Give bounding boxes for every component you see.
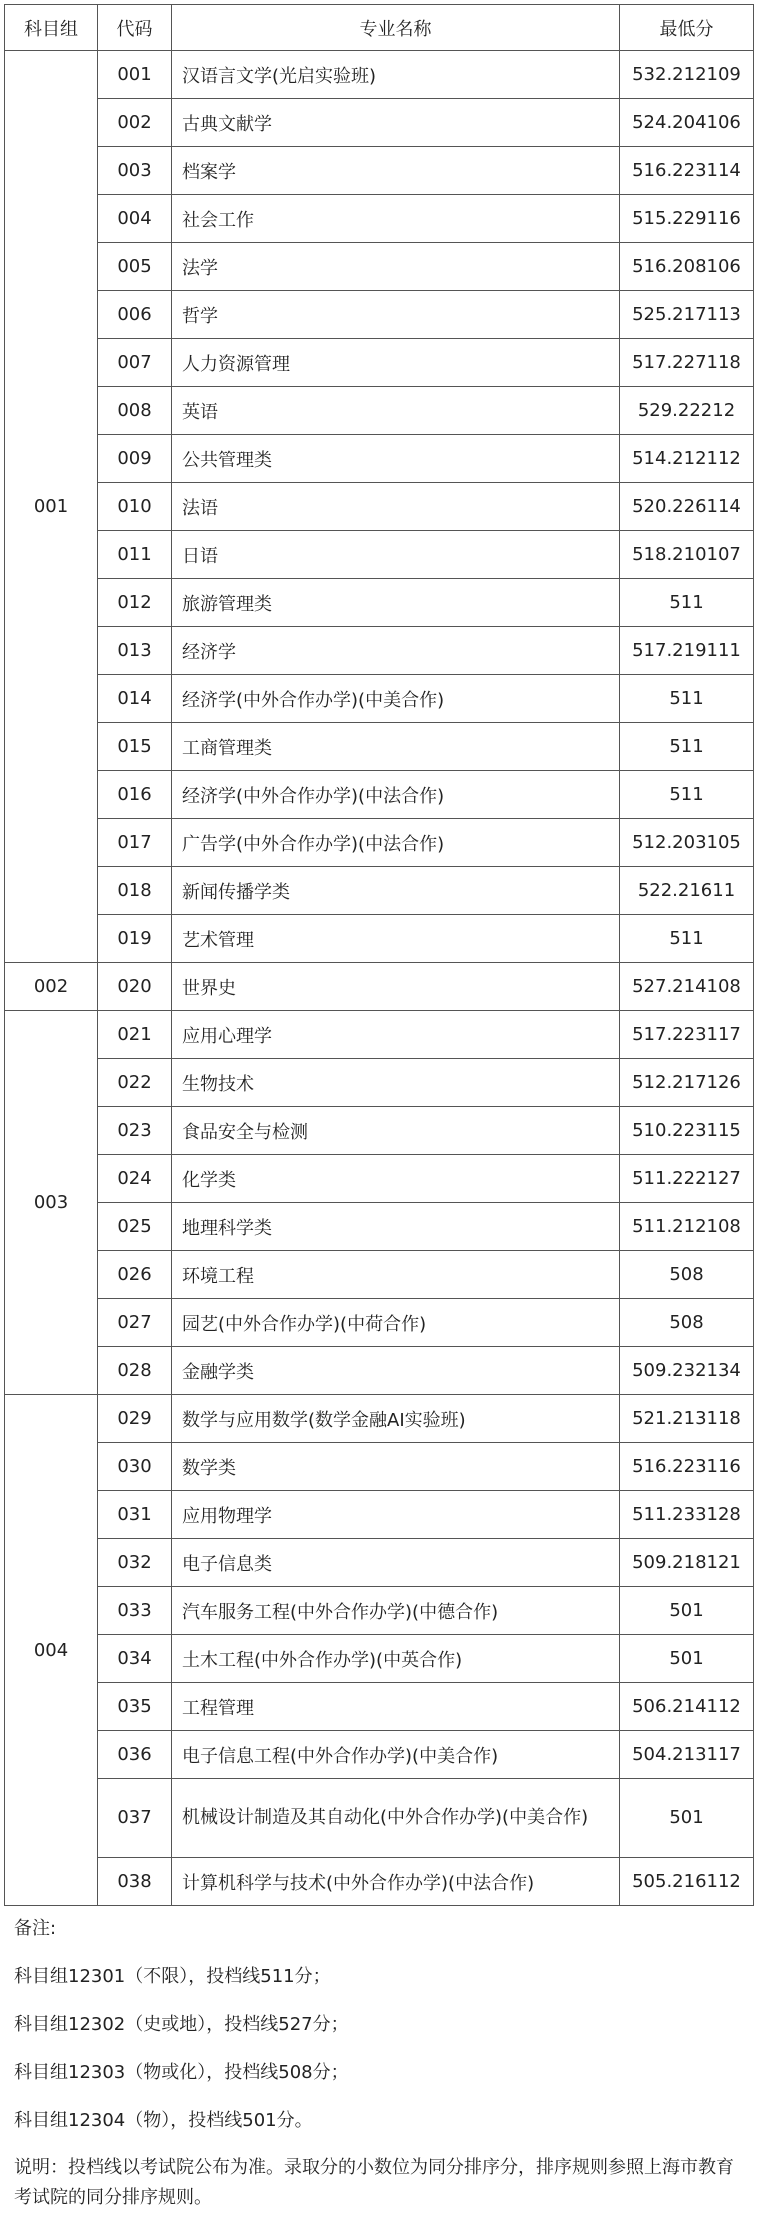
score-cell: 529.22212 — [620, 387, 754, 435]
code-cell: 017 — [98, 819, 172, 867]
major-name-cell: 电子信息类 — [172, 1539, 620, 1587]
code-cell: 024 — [98, 1155, 172, 1203]
code-cell: 010 — [98, 483, 172, 531]
code-cell: 003 — [98, 147, 172, 195]
table-row — [5, 291, 754, 339]
score-cell: 517.219111 — [620, 627, 754, 675]
table-row — [5, 243, 754, 291]
score-cell: 511.222127 — [620, 1155, 754, 1203]
code-cell: 037 — [98, 1779, 172, 1858]
notes-explanation: 说明：投档线以考试院公布为准。录取分的小数位为同分排序分，排序规则参照上海市教育考试院的同分排序规则。 — [14, 2157, 734, 2208]
major-name-cell: 电子信息工程(中外合作办学)(中美合作) — [172, 1731, 620, 1779]
major-name-cell: 应用物理学 — [172, 1491, 620, 1539]
table-row — [5, 1299, 754, 1347]
table-row — [5, 483, 754, 531]
major-name-cell: 计算机科学与技术(中外合作办学)(中法合作) — [172, 1858, 620, 1906]
score-cell: 511.212108 — [620, 1203, 754, 1251]
code-cell: 034 — [98, 1635, 172, 1683]
code-cell: 007 — [98, 339, 172, 387]
score-cell: 518.210107 — [620, 531, 754, 579]
score-cell: 511 — [620, 579, 754, 627]
table-row — [5, 99, 754, 147]
score-cell: 510.223115 — [620, 1107, 754, 1155]
header-name: 专业名称 — [172, 5, 620, 51]
table-row — [5, 1539, 754, 1587]
major-name-cell: 环境工程 — [172, 1251, 620, 1299]
table-row — [5, 867, 754, 915]
score-cell: 511 — [620, 723, 754, 771]
score-cell: 521.213118 — [620, 1395, 754, 1443]
code-cell: 006 — [98, 291, 172, 339]
code-cell: 028 — [98, 1347, 172, 1395]
major-name-cell: 生物技术 — [172, 1059, 620, 1107]
score-cell: 517.223117 — [620, 1011, 754, 1059]
code-cell: 019 — [98, 915, 172, 963]
score-cell: 525.217113 — [620, 291, 754, 339]
score-cell: 527.214108 — [620, 963, 754, 1011]
table-row — [5, 147, 754, 195]
table-row — [5, 963, 754, 1011]
table-row — [5, 1858, 754, 1906]
header-score: 最低分 — [620, 5, 754, 51]
code-cell: 036 — [98, 1731, 172, 1779]
score-cell: 524.204106 — [620, 99, 754, 147]
code-cell: 026 — [98, 1251, 172, 1299]
code-cell: 005 — [98, 243, 172, 291]
notes-section — [14, 1905, 749, 2213]
major-name-cell: 社会工作 — [172, 195, 620, 243]
score-cell: 512.217126 — [620, 1059, 754, 1107]
table-row — [5, 1635, 754, 1683]
table-row — [5, 1779, 754, 1858]
score-cell: 505.216112 — [620, 1858, 754, 1906]
code-cell: 016 — [98, 771, 172, 819]
table-row — [5, 435, 754, 483]
table-row — [5, 819, 754, 867]
major-name-cell: 新闻传播学类 — [172, 867, 620, 915]
major-name-cell: 金融学类 — [172, 1347, 620, 1395]
score-cell: 501 — [620, 1587, 754, 1635]
major-name-cell: 日语 — [172, 531, 620, 579]
code-cell: 001 — [98, 51, 172, 99]
score-cell: 520.226114 — [620, 483, 754, 531]
code-cell: 013 — [98, 627, 172, 675]
score-cell: 516.223114 — [620, 147, 754, 195]
score-cell: 508 — [620, 1299, 754, 1347]
score-cell: 511.233128 — [620, 1491, 754, 1539]
notes-title: 备注: — [14, 1918, 57, 1939]
score-cell: 514.212112 — [620, 435, 754, 483]
table-row — [5, 531, 754, 579]
score-cell: 532.212109 — [620, 51, 754, 99]
code-cell: 035 — [98, 1683, 172, 1731]
note-line: 科目组12302（史或地），投档线527分； — [14, 2014, 349, 2035]
major-name-cell: 法学 — [172, 243, 620, 291]
header-group: 科目组 — [5, 5, 98, 51]
table-row — [5, 1587, 754, 1635]
code-cell: 023 — [98, 1107, 172, 1155]
code-cell: 009 — [98, 435, 172, 483]
score-cell: 506.214112 — [620, 1683, 754, 1731]
table-row — [5, 723, 754, 771]
major-name-cell: 艺术管理 — [172, 915, 620, 963]
code-cell: 030 — [98, 1443, 172, 1491]
score-cell: 516.208106 — [620, 243, 754, 291]
group-cell: 003 — [5, 1011, 98, 1395]
major-name-cell: 土木工程(中外合作办学)(中英合作) — [172, 1635, 620, 1683]
score-cell: 516.223116 — [620, 1443, 754, 1491]
major-name-cell: 工商管理类 — [172, 723, 620, 771]
note-line: 科目组12304（物），投档线501分。 — [14, 2110, 313, 2131]
major-name-cell: 世界史 — [172, 963, 620, 1011]
score-cell: 511 — [620, 915, 754, 963]
table-row — [5, 1395, 754, 1443]
table-row — [5, 1443, 754, 1491]
score-cell: 512.203105 — [620, 819, 754, 867]
score-cell: 504.213117 — [620, 1731, 754, 1779]
major-name-cell: 机械设计制造及其自动化(中外合作办学)(中美合作) — [172, 1779, 620, 1858]
major-name-cell: 地理科学类 — [172, 1203, 620, 1251]
table-row — [5, 1203, 754, 1251]
major-name-cell: 古典文献学 — [172, 99, 620, 147]
major-name-cell: 食品安全与检测 — [172, 1107, 620, 1155]
table-row — [5, 579, 754, 627]
table-body — [5, 51, 754, 1906]
major-name-cell: 化学类 — [172, 1155, 620, 1203]
code-cell: 025 — [98, 1203, 172, 1251]
table-row — [5, 675, 754, 723]
major-name-cell: 数学类 — [172, 1443, 620, 1491]
code-cell: 015 — [98, 723, 172, 771]
table-row — [5, 1491, 754, 1539]
table-row — [5, 771, 754, 819]
major-name-cell: 数学与应用数学(数学金融AI实验班) — [172, 1395, 620, 1443]
code-cell: 021 — [98, 1011, 172, 1059]
score-cell: 509.218121 — [620, 1539, 754, 1587]
admission-score-table — [4, 4, 754, 1906]
score-cell: 501 — [620, 1779, 754, 1858]
table-row — [5, 1683, 754, 1731]
table-row — [5, 1011, 754, 1059]
table-row — [5, 1107, 754, 1155]
table-row — [5, 627, 754, 675]
score-cell: 515.229116 — [620, 195, 754, 243]
code-cell: 029 — [98, 1395, 172, 1443]
group-cell: 004 — [5, 1395, 98, 1906]
major-name-cell: 英语 — [172, 387, 620, 435]
group-cell: 002 — [5, 963, 98, 1011]
table-row — [5, 387, 754, 435]
code-cell: 012 — [98, 579, 172, 627]
major-name-cell: 公共管理类 — [172, 435, 620, 483]
code-cell: 004 — [98, 195, 172, 243]
major-name-cell: 法语 — [172, 483, 620, 531]
table-row — [5, 51, 754, 99]
table-row — [5, 339, 754, 387]
major-name-cell: 广告学(中外合作办学)(中法合作) — [172, 819, 620, 867]
code-cell: 033 — [98, 1587, 172, 1635]
major-name-cell: 哲学 — [172, 291, 620, 339]
score-cell: 508 — [620, 1251, 754, 1299]
code-cell: 038 — [98, 1858, 172, 1906]
note-line: 科目组12301（不限），投档线511分； — [14, 1966, 331, 1987]
code-cell: 022 — [98, 1059, 172, 1107]
table-row — [5, 1731, 754, 1779]
score-cell: 509.232134 — [620, 1347, 754, 1395]
code-cell: 027 — [98, 1299, 172, 1347]
major-name-cell: 经济学(中外合作办学)(中美合作) — [172, 675, 620, 723]
major-name-cell: 人力资源管理 — [172, 339, 620, 387]
table-row — [5, 1155, 754, 1203]
major-name-cell: 汉语言文学(光启实验班) — [172, 51, 620, 99]
code-cell: 008 — [98, 387, 172, 435]
table-row — [5, 1059, 754, 1107]
major-name-cell: 经济学 — [172, 627, 620, 675]
major-name-cell: 工程管理 — [172, 1683, 620, 1731]
major-name-cell: 园艺(中外合作办学)(中荷合作) — [172, 1299, 620, 1347]
code-cell: 011 — [98, 531, 172, 579]
header-row — [5, 5, 754, 51]
note-line: 科目组12303（物或化），投档线508分； — [14, 2062, 349, 2083]
code-cell: 018 — [98, 867, 172, 915]
major-name-cell: 汽车服务工程(中外合作办学)(中德合作) — [172, 1587, 620, 1635]
code-cell: 031 — [98, 1491, 172, 1539]
table-row — [5, 195, 754, 243]
major-name-cell: 应用心理学 — [172, 1011, 620, 1059]
code-cell: 020 — [98, 963, 172, 1011]
table-row — [5, 915, 754, 963]
major-name-cell: 档案学 — [172, 147, 620, 195]
table-row — [5, 1251, 754, 1299]
code-cell: 032 — [98, 1539, 172, 1587]
header-code: 代码 — [98, 5, 172, 51]
score-cell: 501 — [620, 1635, 754, 1683]
major-name-cell: 经济学(中外合作办学)(中法合作) — [172, 771, 620, 819]
code-cell: 014 — [98, 675, 172, 723]
group-cell: 001 — [5, 51, 98, 963]
major-name-cell: 旅游管理类 — [172, 579, 620, 627]
score-cell: 511 — [620, 771, 754, 819]
score-cell: 522.21611 — [620, 867, 754, 915]
score-cell: 517.227118 — [620, 339, 754, 387]
table-row — [5, 1347, 754, 1395]
code-cell: 002 — [98, 99, 172, 147]
score-cell: 511 — [620, 675, 754, 723]
